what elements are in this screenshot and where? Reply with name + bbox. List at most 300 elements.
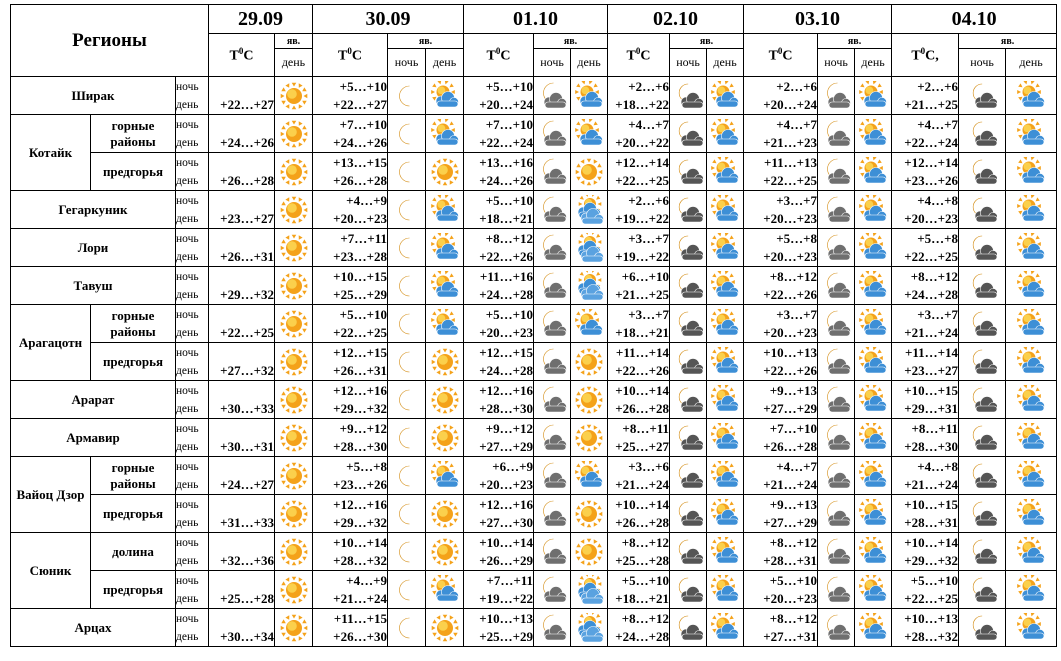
moon-icon xyxy=(388,419,426,457)
sun-behind-cloud-icon xyxy=(855,153,892,191)
moon-behind-cloud-icon xyxy=(534,77,571,115)
sun-behind-cloud-icon xyxy=(707,305,744,343)
sun-behind-cloud-icon xyxy=(426,267,464,305)
subregion-name: предгорья xyxy=(91,343,176,381)
sun-behind-cloud-icon xyxy=(1006,381,1057,419)
sun-behind-cloud-icon xyxy=(1006,229,1057,267)
temperature-value: +5…+10 +22…+25 xyxy=(313,305,388,343)
sun-behind-cloud-icon xyxy=(855,191,892,229)
yav-header: яв. xyxy=(670,34,744,49)
temperature-value: +5…+10 +22…+27 xyxy=(313,77,388,115)
temperature-value: +8…+12 +28…+31 xyxy=(744,533,818,571)
temperature-value: +7…+10 +24…+26 xyxy=(313,115,388,153)
night-day-label: ночь день xyxy=(176,153,209,191)
sun-behind-cloud-icon xyxy=(855,115,892,153)
moon-behind-dark-cloud-icon xyxy=(670,267,707,305)
subregion-name: предгорья xyxy=(91,495,176,533)
temperature-value: +12…+14 +22…+25 xyxy=(608,153,670,191)
moon-behind-cloud-icon xyxy=(818,115,855,153)
temperature-value: +27…+32 xyxy=(209,343,275,381)
temperature-value: +11…+15 +26…+30 xyxy=(313,609,388,647)
moon-behind-dark-cloud-icon xyxy=(959,419,1006,457)
temperature-value: +31…+33 xyxy=(209,495,275,533)
temperature-value: +12…+15 +24…+28 xyxy=(464,343,534,381)
moon-behind-dark-cloud-icon xyxy=(959,571,1006,609)
sun-behind-cloud-icon xyxy=(1006,305,1057,343)
night-subheader: ночь xyxy=(670,49,707,77)
moon-behind-cloud-icon xyxy=(818,381,855,419)
sun-behind-cloud-icon xyxy=(707,533,744,571)
temperature-value: +3…+6 +21…+24 xyxy=(608,457,670,495)
moon-behind-cloud-icon xyxy=(818,457,855,495)
moon-behind-dark-cloud-icon xyxy=(670,495,707,533)
night-day-label: ночь день xyxy=(176,229,209,267)
table-row xyxy=(11,381,1057,419)
sun-behind-cloud-icon xyxy=(426,305,464,343)
temperature-header: $T^0C$ xyxy=(313,34,388,77)
night-subheader: ночь xyxy=(388,49,426,77)
moon-behind-dark-cloud-icon xyxy=(959,153,1006,191)
moon-icon xyxy=(388,305,426,343)
temperature-header: $T^0C$ xyxy=(608,34,670,77)
date-header: 03.10 xyxy=(744,5,892,34)
region-name: Арцах xyxy=(11,609,176,647)
region-name: Тавуш xyxy=(11,267,176,305)
sun-behind-clouds-icon xyxy=(571,571,608,609)
sun-behind-cloud-icon xyxy=(1006,115,1057,153)
sun-behind-cloud-icon xyxy=(707,571,744,609)
temperature-value: +4…+7 +22…+24 xyxy=(892,115,959,153)
table-row xyxy=(11,495,1057,533)
region-name: Армавир xyxy=(11,419,176,457)
sun-icon xyxy=(275,495,313,533)
moon-behind-dark-cloud-icon xyxy=(670,191,707,229)
sun-behind-cloud-icon xyxy=(1006,267,1057,305)
sun-behind-cloud-icon xyxy=(1006,495,1057,533)
sun-behind-cloud-icon xyxy=(855,533,892,571)
region-name: Ширак xyxy=(11,77,176,115)
sun-behind-cloud-icon xyxy=(707,77,744,115)
temperature-value: +24…+27 xyxy=(209,457,275,495)
moon-behind-cloud-icon xyxy=(818,609,855,647)
table-row xyxy=(11,609,1057,647)
temperature-value: +12…+15 +26…+31 xyxy=(313,343,388,381)
sun-icon xyxy=(275,419,313,457)
day-subheader: день xyxy=(855,49,892,77)
temperature-value: +8…+12 +24…+28 xyxy=(608,609,670,647)
night-day-label: ночь день xyxy=(176,571,209,609)
day-subheader: день xyxy=(707,49,744,77)
subregion-name: горные районы xyxy=(91,115,176,153)
sun-icon xyxy=(275,191,313,229)
yav-header: яв. xyxy=(275,34,313,49)
moon-behind-dark-cloud-icon xyxy=(670,457,707,495)
region-name: Арагацотн xyxy=(11,305,91,381)
sun-behind-cloud-icon xyxy=(707,153,744,191)
temperature-value: +4…+8 +21…+24 xyxy=(892,457,959,495)
sun-icon xyxy=(275,343,313,381)
temperature-value: +6…+9 +20…+23 xyxy=(464,457,534,495)
temperature-value: +5…+10 +20…+24 xyxy=(464,77,534,115)
moon-behind-cloud-icon xyxy=(818,419,855,457)
night-subheader: ночь xyxy=(959,49,1006,77)
moon-icon xyxy=(388,77,426,115)
sun-icon xyxy=(275,305,313,343)
sun-behind-cloud-icon xyxy=(855,571,892,609)
temperature-value: +3…+7 +20…+23 xyxy=(744,191,818,229)
moon-behind-cloud-icon xyxy=(534,609,571,647)
sun-behind-cloud-icon xyxy=(1006,343,1057,381)
sun-behind-cloud-icon xyxy=(707,343,744,381)
temperature-value: +11…+14 +23…+27 xyxy=(892,343,959,381)
date-header: 04.10 xyxy=(892,5,1057,34)
night-day-label: ночь день xyxy=(176,457,209,495)
moon-icon xyxy=(388,343,426,381)
temperature-value: +2…+6 +19…+22 xyxy=(608,191,670,229)
sun-behind-cloud-icon xyxy=(426,191,464,229)
temperature-value: +10…+13 +25…+29 xyxy=(464,609,534,647)
moon-behind-dark-cloud-icon xyxy=(670,77,707,115)
temperature-value: +4…+7 +21…+24 xyxy=(744,457,818,495)
sun-behind-cloud-icon xyxy=(855,343,892,381)
sun-icon xyxy=(571,533,608,571)
temperature-value: +5…+10 +20…+23 xyxy=(744,571,818,609)
temperature-value: +8…+11 +25…+27 xyxy=(608,419,670,457)
moon-icon xyxy=(388,571,426,609)
temperature-value: +11…+13 +22…+25 xyxy=(744,153,818,191)
temperature-value: +26…+28 xyxy=(209,153,275,191)
table-row xyxy=(11,229,1057,267)
temperature-value: +10…+14 +28…+32 xyxy=(313,533,388,571)
moon-icon xyxy=(388,229,426,267)
sun-behind-cloud-icon xyxy=(426,115,464,153)
temperature-value: +10…+14 +26…+28 xyxy=(608,381,670,419)
temperature-value: +5…+10 +20…+23 xyxy=(464,305,534,343)
sun-behind-cloud-icon xyxy=(1006,571,1057,609)
temperature-header: $T^0C$ xyxy=(209,34,275,77)
temperature-value: +3…+7 +18…+21 xyxy=(608,305,670,343)
sun-behind-cloud-icon xyxy=(855,495,892,533)
moon-behind-cloud-icon xyxy=(534,457,571,495)
temperature-value: +7…+10 +22…+24 xyxy=(464,115,534,153)
temperature-value: +5…+10 +22…+25 xyxy=(892,571,959,609)
table-row xyxy=(11,533,1057,571)
temperature-value: +9…+13 +27…+29 xyxy=(744,381,818,419)
sun-behind-cloud-icon xyxy=(1006,191,1057,229)
moon-behind-cloud-icon xyxy=(534,153,571,191)
temperature-value: +9…+13 +27…+29 xyxy=(744,495,818,533)
sun-behind-cloud-icon xyxy=(855,609,892,647)
moon-behind-dark-cloud-icon xyxy=(959,115,1006,153)
sun-behind-cloud-icon xyxy=(707,419,744,457)
sun-behind-clouds-icon xyxy=(571,229,608,267)
night-subheader: ночь xyxy=(534,49,571,77)
moon-behind-dark-cloud-icon xyxy=(959,381,1006,419)
temperature-value: +10…+13 +28…+32 xyxy=(892,609,959,647)
day-subheader: день xyxy=(275,49,313,77)
moon-behind-cloud-icon xyxy=(534,419,571,457)
sun-icon xyxy=(571,419,608,457)
temperature-value: +12…+16 +28…+30 xyxy=(464,381,534,419)
temperature-value: +4…+7 +21…+23 xyxy=(744,115,818,153)
table-row xyxy=(11,115,1057,153)
temperature-value: +22…+27 xyxy=(209,77,275,115)
sun-behind-cloud-icon xyxy=(707,191,744,229)
moon-behind-cloud-icon xyxy=(818,191,855,229)
temperature-value: +4…+8 +20…+23 xyxy=(892,191,959,229)
temperature-value: +30…+34 xyxy=(209,609,275,647)
sun-behind-cloud-icon xyxy=(571,457,608,495)
moon-icon xyxy=(388,495,426,533)
sun-behind-cloud-icon xyxy=(707,381,744,419)
region-name: Вайоц Дзор xyxy=(11,457,91,533)
temperature-value: +8…+12 +27…+31 xyxy=(744,609,818,647)
table-row xyxy=(11,153,1057,191)
moon-behind-dark-cloud-icon xyxy=(959,457,1006,495)
temperature-value: +5…+8 +23…+26 xyxy=(313,457,388,495)
sun-behind-cloud-icon xyxy=(1006,77,1057,115)
sun-behind-cloud-icon xyxy=(707,457,744,495)
sun-behind-cloud-icon xyxy=(707,115,744,153)
temperature-value: +5…+10 +18…+21 xyxy=(608,571,670,609)
yav-header: яв. xyxy=(388,34,464,49)
temperature-value: +7…+11 +23…+28 xyxy=(313,229,388,267)
moon-icon xyxy=(388,153,426,191)
temperature-value: +22…+25 xyxy=(209,305,275,343)
temperature-value: +12…+16 +29…+32 xyxy=(313,495,388,533)
temperature-header: $T^0C$ xyxy=(744,34,818,77)
subregion-name: предгорья xyxy=(91,153,176,191)
moon-icon xyxy=(388,533,426,571)
temperature-value: +8…+12 +24…+28 xyxy=(892,267,959,305)
sun-behind-cloud-icon xyxy=(426,457,464,495)
temperature-value: +10…+13 +22…+26 xyxy=(744,343,818,381)
yav-header: яв. xyxy=(818,34,892,49)
subregion-name: горные районы xyxy=(91,305,176,343)
table-row xyxy=(11,267,1057,305)
sun-icon xyxy=(426,153,464,191)
sun-behind-cloud-icon xyxy=(855,77,892,115)
sun-behind-cloud-icon xyxy=(426,571,464,609)
temperature-value: +8…+12 +22…+26 xyxy=(464,229,534,267)
temperature-value: +2…+6 +20…+24 xyxy=(744,77,818,115)
sun-icon xyxy=(275,229,313,267)
temperature-value: +2…+6 +18…+22 xyxy=(608,77,670,115)
temperature-value: +10…+14 +26…+29 xyxy=(464,533,534,571)
temperature-value: +2…+6 +21…+25 xyxy=(892,77,959,115)
temperature-header: $T^0C$ xyxy=(464,34,534,77)
sun-icon xyxy=(426,609,464,647)
night-day-label: ночь день xyxy=(176,419,209,457)
moon-icon xyxy=(388,457,426,495)
sun-behind-cloud-icon xyxy=(571,115,608,153)
moon-behind-dark-cloud-icon xyxy=(670,571,707,609)
sun-behind-cloud-icon xyxy=(707,267,744,305)
temperature-value: +26…+31 xyxy=(209,229,275,267)
temperature-value: +6…+10 +21…+25 xyxy=(608,267,670,305)
temperature-value: +5…+8 +22…+25 xyxy=(892,229,959,267)
table-row xyxy=(11,343,1057,381)
table-row xyxy=(11,571,1057,609)
moon-icon xyxy=(388,609,426,647)
sun-behind-cloud-icon xyxy=(1006,533,1057,571)
sun-icon xyxy=(275,571,313,609)
sun-behind-clouds-icon xyxy=(571,609,608,647)
sun-behind-cloud-icon xyxy=(707,229,744,267)
date-header: 29.09 xyxy=(209,5,313,34)
region-name: Лори xyxy=(11,229,176,267)
date-header: 02.10 xyxy=(608,5,744,34)
temperature-value: +24…+26 xyxy=(209,115,275,153)
temperature-value: +7…+11 +19…+22 xyxy=(464,571,534,609)
sun-icon xyxy=(426,533,464,571)
sun-behind-cloud-icon xyxy=(855,229,892,267)
temperature-value: +5…+10 +18…+21 xyxy=(464,191,534,229)
moon-behind-cloud-icon xyxy=(818,305,855,343)
day-subheader: день xyxy=(571,49,608,77)
forecast-table xyxy=(10,4,1057,647)
sun-behind-cloud-icon xyxy=(1006,457,1057,495)
moon-behind-dark-cloud-icon xyxy=(670,115,707,153)
sun-behind-cloud-icon xyxy=(855,381,892,419)
moon-behind-cloud-icon xyxy=(818,77,855,115)
subregion-name: предгорья xyxy=(91,571,176,609)
moon-behind-cloud-icon xyxy=(818,343,855,381)
night-day-label: ночь день xyxy=(176,609,209,647)
sun-icon xyxy=(571,153,608,191)
day-subheader: день xyxy=(1006,49,1057,77)
moon-behind-cloud-icon xyxy=(534,267,571,305)
sun-behind-clouds-icon xyxy=(571,191,608,229)
table-row xyxy=(11,305,1057,343)
temperature-value: +10…+15 +25…+29 xyxy=(313,267,388,305)
moon-behind-dark-cloud-icon xyxy=(959,609,1006,647)
sun-behind-cloud-icon xyxy=(1006,609,1057,647)
moon-icon xyxy=(388,115,426,153)
sun-behind-cloud-icon xyxy=(571,305,608,343)
moon-behind-cloud-icon xyxy=(818,533,855,571)
night-day-label: ночь день xyxy=(176,343,209,381)
sun-behind-cloud-icon xyxy=(707,609,744,647)
date-header: 30.09 xyxy=(313,5,464,34)
sun-behind-cloud-icon xyxy=(855,457,892,495)
night-day-label: ночь день xyxy=(176,533,209,571)
night-subheader: ночь xyxy=(818,49,855,77)
moon-behind-cloud-icon xyxy=(818,229,855,267)
sun-behind-cloud-icon xyxy=(426,229,464,267)
moon-behind-cloud-icon xyxy=(534,305,571,343)
moon-behind-cloud-icon xyxy=(534,533,571,571)
moon-behind-dark-cloud-icon xyxy=(959,495,1006,533)
temperature-value: +12…+16 +29…+32 xyxy=(313,381,388,419)
temperature-value: +30…+31 xyxy=(209,419,275,457)
moon-icon xyxy=(388,191,426,229)
yav-header: яв. xyxy=(534,34,608,49)
night-day-label: ночь день xyxy=(176,267,209,305)
sun-icon xyxy=(571,495,608,533)
subregion-name: долина xyxy=(91,533,176,571)
temperature-value: +10…+15 +28…+31 xyxy=(892,495,959,533)
moon-behind-dark-cloud-icon xyxy=(959,229,1006,267)
temperature-value: +25…+28 xyxy=(209,571,275,609)
sun-icon xyxy=(426,495,464,533)
moon-behind-cloud-icon xyxy=(534,571,571,609)
sun-icon xyxy=(275,77,313,115)
sun-behind-cloud-icon xyxy=(426,77,464,115)
temperature-value: +9…+12 +27…+29 xyxy=(464,419,534,457)
temperature-value: +8…+12 +22…+26 xyxy=(744,267,818,305)
sun-icon xyxy=(275,115,313,153)
moon-behind-cloud-icon xyxy=(534,495,571,533)
night-day-label: ночь день xyxy=(176,115,209,153)
sun-behind-cloud-icon xyxy=(571,77,608,115)
sun-behind-clouds-icon xyxy=(571,267,608,305)
temperature-value: +30…+33 xyxy=(209,381,275,419)
temperature-value: +23…+27 xyxy=(209,191,275,229)
moon-behind-dark-cloud-icon xyxy=(959,191,1006,229)
temperature-value: +29…+32 xyxy=(209,267,275,305)
moon-behind-dark-cloud-icon xyxy=(670,609,707,647)
region-name: Арарат xyxy=(11,381,176,419)
temperature-value: +4…+9 +20…+23 xyxy=(313,191,388,229)
moon-behind-dark-cloud-icon xyxy=(670,229,707,267)
moon-behind-dark-cloud-icon xyxy=(670,419,707,457)
temperature-value: +4…+7 +20…+22 xyxy=(608,115,670,153)
region-name: Гегаркуник xyxy=(11,191,176,229)
moon-icon xyxy=(388,267,426,305)
moon-behind-cloud-icon xyxy=(534,381,571,419)
night-day-label: ночь день xyxy=(176,381,209,419)
sun-icon xyxy=(275,267,313,305)
temperature-value: +3…+7 +20…+23 xyxy=(744,305,818,343)
temperature-value: +8…+12 +25…+28 xyxy=(608,533,670,571)
temperature-value: +11…+14 +22…+26 xyxy=(608,343,670,381)
temperature-value: +12…+14 +23…+26 xyxy=(892,153,959,191)
moon-behind-dark-cloud-icon xyxy=(670,305,707,343)
temperature-value: +10…+14 +29…+32 xyxy=(892,533,959,571)
temperature-value: +3…+7 +21…+24 xyxy=(892,305,959,343)
table-row xyxy=(11,419,1057,457)
sun-behind-cloud-icon xyxy=(855,419,892,457)
sun-behind-cloud-icon xyxy=(855,267,892,305)
sun-icon xyxy=(275,609,313,647)
temperature-value: +7…+10 +26…+28 xyxy=(744,419,818,457)
night-day-label: ночь день xyxy=(176,77,209,115)
sun-behind-cloud-icon xyxy=(855,305,892,343)
yav-header: яв. xyxy=(959,34,1057,49)
moon-behind-cloud-icon xyxy=(818,571,855,609)
temperature-value: +9…+12 +28…+30 xyxy=(313,419,388,457)
region-name: Сюник xyxy=(11,533,91,609)
moon-behind-cloud-icon xyxy=(534,343,571,381)
moon-behind-cloud-icon xyxy=(534,115,571,153)
day-subheader: день xyxy=(426,49,464,77)
sun-icon xyxy=(275,533,313,571)
sun-behind-cloud-icon xyxy=(1006,419,1057,457)
moon-behind-dark-cloud-icon xyxy=(959,343,1006,381)
sun-icon xyxy=(571,343,608,381)
table-row xyxy=(11,457,1057,495)
moon-behind-dark-cloud-icon xyxy=(959,533,1006,571)
temperature-value: +3…+7 +19…+22 xyxy=(608,229,670,267)
moon-behind-dark-cloud-icon xyxy=(959,267,1006,305)
table-row xyxy=(11,77,1057,115)
moon-behind-dark-cloud-icon xyxy=(670,153,707,191)
table-row xyxy=(11,191,1057,229)
sun-behind-cloud-icon xyxy=(707,495,744,533)
temperature-header: $T^0C$, xyxy=(892,34,959,77)
sun-icon xyxy=(426,419,464,457)
